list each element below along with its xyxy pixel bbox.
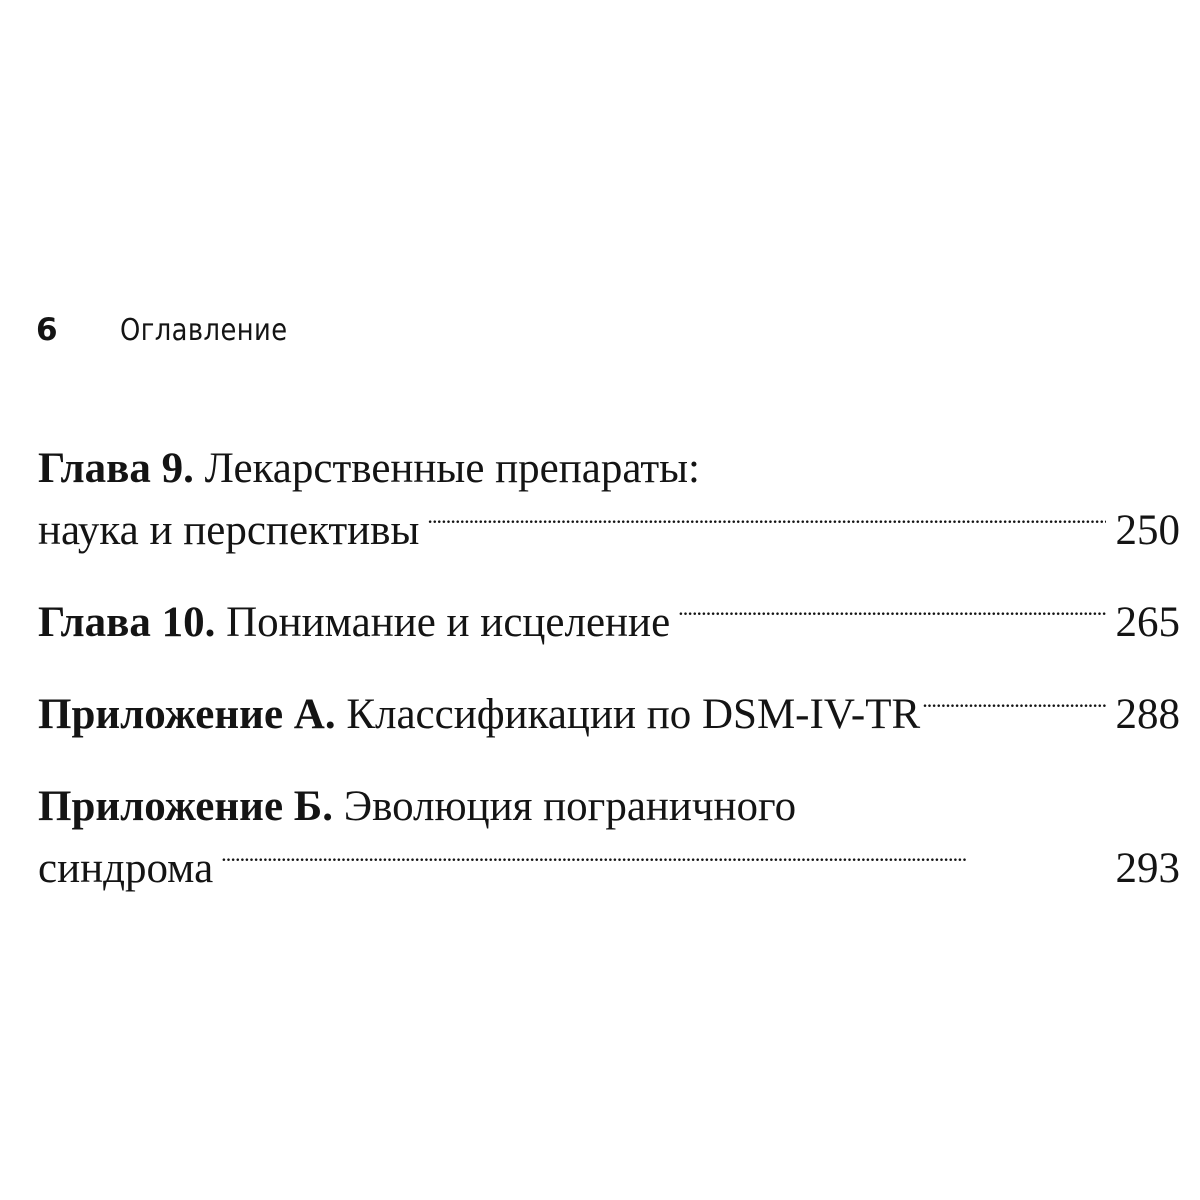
toc-entry-label: Приложение Б. (38, 783, 333, 830)
dot-leader (221, 839, 1105, 882)
page-number: 6 (36, 312, 58, 348)
toc-entry-title: Понимание и исцеление (226, 599, 671, 646)
toc-entry-line (38, 592, 1180, 654)
toc-entry-chapter-10[interactable] (38, 592, 1180, 654)
toc-entry-title: Классификации по DSM-IV-TR (346, 691, 921, 738)
toc-entry-line (38, 438, 1180, 500)
toc-entry-line (38, 838, 1180, 900)
toc-entry-appendix-a[interactable] (38, 684, 1180, 746)
toc-entry-page: 250 (1115, 507, 1180, 554)
dot-leader (678, 593, 1105, 636)
toc-entry-label: Приложение А. (38, 691, 336, 738)
toc-entry-line (38, 500, 1180, 562)
toc-entry-page: 288 (1115, 691, 1180, 738)
toc-entry-title-continued: наука и перспективы (38, 507, 420, 554)
toc-entry-appendix-b[interactable] (38, 776, 1180, 900)
toc-entry-label: Глава 9. (38, 445, 194, 492)
toc-entry-line (38, 776, 1180, 838)
toc-entry-title: Эволюция пограничного (343, 783, 797, 830)
toc-entry-chapter-9[interactable] (38, 438, 1180, 562)
toc-entry-line (38, 684, 1180, 746)
section-title: Оглавление (120, 313, 288, 348)
toc-entry-label: Глава 10. (38, 599, 216, 646)
toc-entry-page: 293 (1115, 845, 1180, 892)
dot-leader (427, 501, 1105, 544)
running-head (36, 312, 315, 362)
toc-entry-title: Лекарственные препараты: (204, 445, 700, 492)
toc-entry-title-continued: синдрома (38, 845, 214, 892)
dot-leader (922, 685, 1105, 728)
toc-entry-page: 265 (1115, 599, 1180, 646)
table-of-contents (38, 438, 1180, 900)
